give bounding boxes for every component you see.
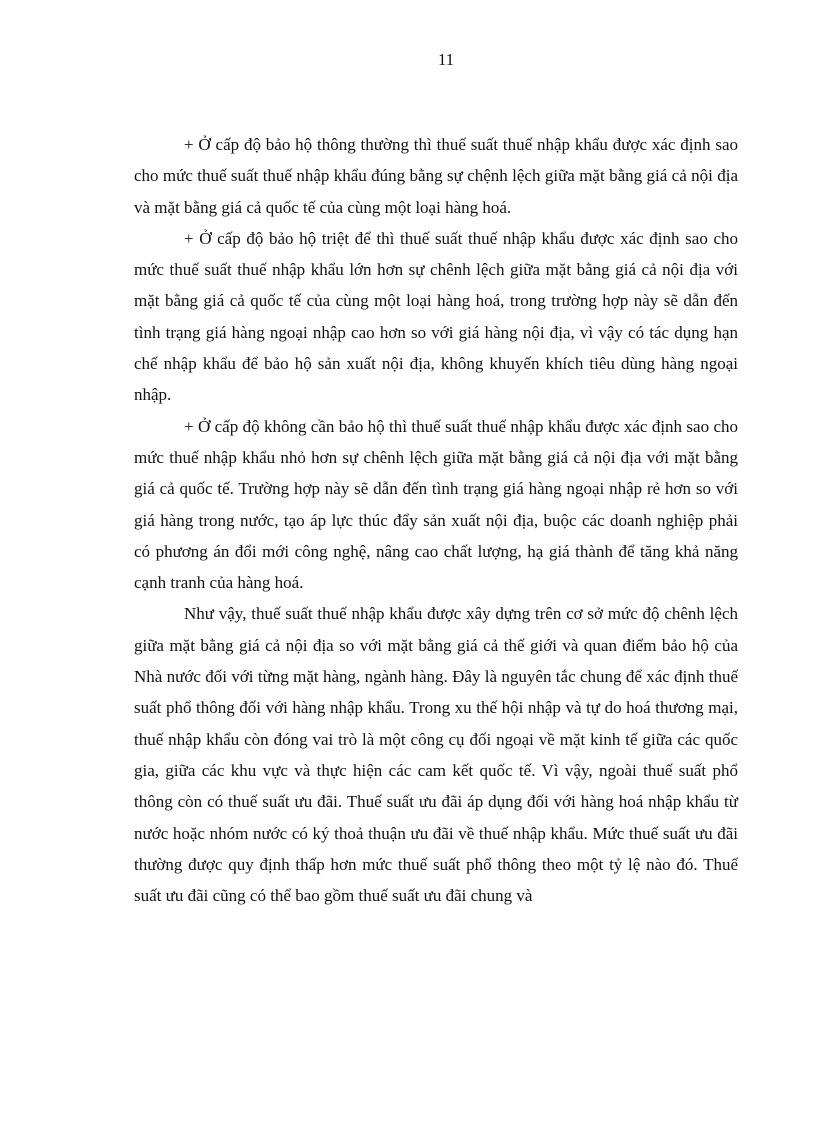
paragraph-tax-rate-summary: Như vậy, thuế suất thuế nhập khẩu được xây dựng trên cơ sở mức độ chênh lệch giữa mặt bằng giá cả nội địa so với mặt bằng giá cả thế giới và quan điểm bảo hộ của Nhà nước đối với từng mặt hàng, ngành hàng. Đây là nguyên tắc chung để xác định thuế suất phổ thông đối với hàng nhập khẩu. Trong xu thế hội nhập và tự do hoá thương mại, thuế nhập khẩu còn đóng vai trò là một công cụ đối ngoại về mặt kinh tế giữa các quốc gia, giữa các khu vực và thực hiện các cam kết quốc tế. Vì vậy, ngoài thuế suất phổ thông còn có thuế suất ưu đãi. Thuế suất ưu đãi áp dụng đối với hàng hoá nhập khẩu từ nước hoặc nhóm nước có ký thoả thuận ưu đãi về thuế nhập khẩu. Mức thuế suất ưu đãi thường được quy định thấp hơn mức thuế suất phổ thông theo một tỷ lệ nào đó. Thuế suất ưu đãi cũng có thể bao gồm thuế suất ưu đãi chung và xyxy=(134,604,738,906)
paragraph-full-protection: + Ở cấp độ bảo hộ triệt để thì thuế suất thuế nhập khẩu được xác định sao cho mức thuế suất thuế nhập khẩu lớn hơn sự chênh lệch giữa mặt bằng giá cả nội địa với mặt bằng giá cả quốc tế của cùng một loại hàng hoá, trong trường hợp này sẽ dẫn đến tình trạng giá hàng ngoại nhập cao hơn so với giá hàng nội địa, vì vậy có tác dụng hạn chế nhập khẩu để bảo hộ sản xuất nội địa, không khuyến khích tiêu dùng hàng ngoại nhập. xyxy=(134,228,738,405)
paragraph-normal-protection: + Ở cấp độ bảo hộ thông thường thì thuế suất thuế nhập khẩu được xác định sao cho mức thuế suất thuế nhập khẩu đúng bằng sự chệnh lệch giữa mặt bằng giá cả nội địa và mặt bằng giá cả quốc tế của cùng một loại hàng hoá. xyxy=(134,135,738,217)
page-number: 11 xyxy=(437,50,455,69)
paragraph-no-protection: + Ở cấp độ không cần bảo hộ thì thuế suất thuế nhập khẩu được xác định sao cho mức thuế nhập khẩu nhỏ hơn sự chênh lệch giữa mặt bằng giá cả nội địa với mặt bằng giá cả quốc tế. Trường hợp này sẽ dẫn đến tình trạng giá hàng ngoại nhập rẻ hơn so với giá hàng trong nước, tạo áp lực thúc đẩy sản xuất nội địa, buộc các doanh nghiệp phải có phương án đổi mới công nghệ, nâng cao chất lượng, hạ giá thành để tăng khả năng cạnh tranh của hàng hoá. xyxy=(134,416,738,593)
body-text xyxy=(134,129,738,911)
